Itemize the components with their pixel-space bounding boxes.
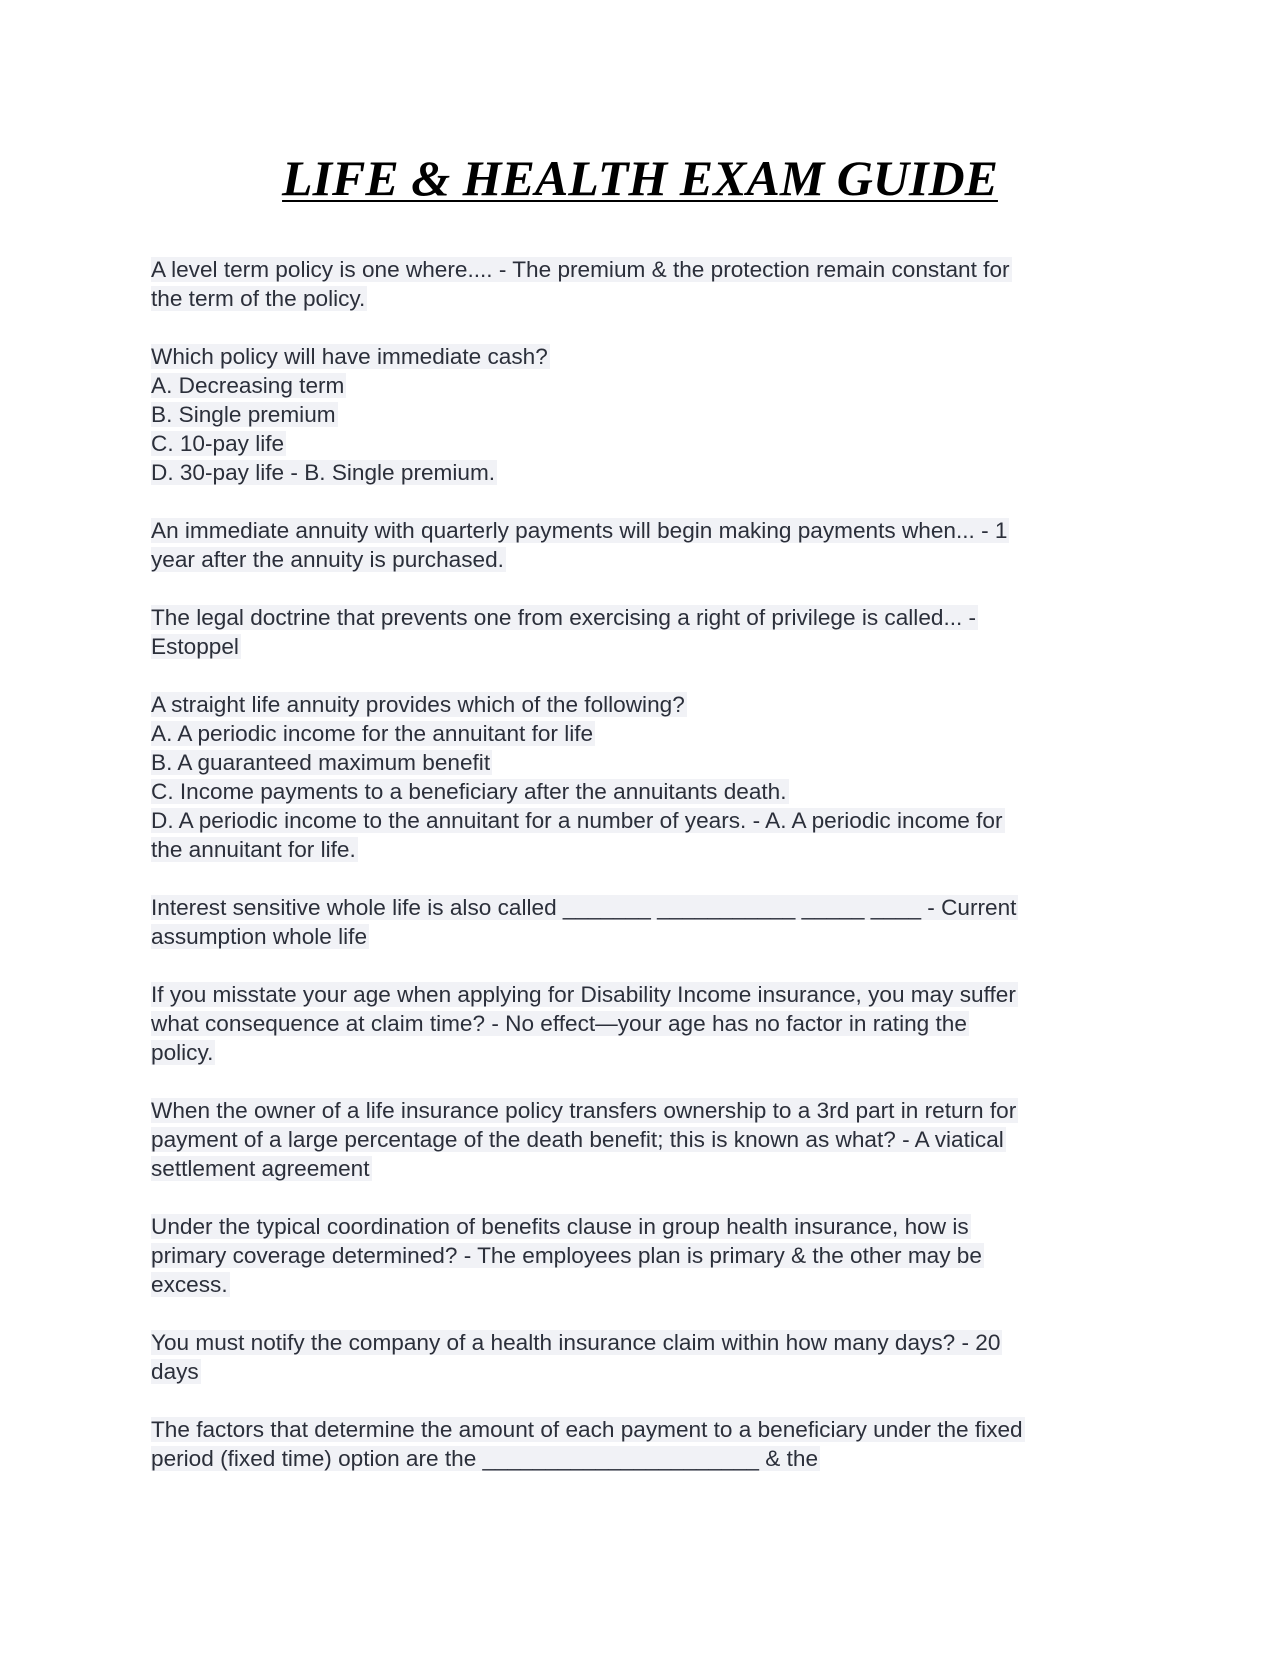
option-line: B. A guaranteed maximum benefit — [151, 750, 491, 775]
text-line: The legal doctrine that prevents one from exercising a right of privilege is called... - — [151, 605, 977, 630]
qa-item-notify-claim — [151, 1328, 1131, 1386]
qa-item-fixed-period — [151, 1415, 1131, 1473]
text-line: assumption whole life — [151, 924, 368, 949]
text-line: Interest sensitive whole life is also called _______ ___________ _____ ____ - Current — [151, 895, 1017, 920]
text-line: You must notify the company of a health insurance claim within how many days? - 20 — [151, 1330, 1001, 1355]
text-line: An immediate annuity with quarterly payments will begin making payments when... - 1 — [151, 518, 1008, 543]
text-line: A level term policy is one where.... - The premium & the protection remain constant for — [151, 257, 1010, 282]
text-line: The factors that determine the amount of each payment to a beneficiary under the fixed — [151, 1417, 1023, 1442]
text-line: payment of a large percentage of the death benefit; this is known as what? - A viatical — [151, 1127, 1004, 1152]
text-line: excess. — [151, 1272, 228, 1297]
qa-item-coordination-of-benefits — [151, 1212, 1131, 1299]
text-line: primary coverage determined? - The employees plan is primary & the other may be — [151, 1243, 982, 1268]
option-line: A. Decreasing term — [151, 373, 345, 398]
document-body — [151, 255, 1131, 1502]
option-line: A. A periodic income for the annuitant for life — [151, 721, 594, 746]
text-line: settlement agreement — [151, 1156, 370, 1181]
qa-item-immediate-annuity — [151, 516, 1131, 574]
text-line: Under the typical coordination of benefits clause in group health insurance, how is — [151, 1214, 969, 1239]
qa-item-misstate-age — [151, 980, 1131, 1067]
qa-item-level-term — [151, 255, 1131, 313]
text-line: the term of the policy. — [151, 286, 366, 311]
document-title: LIFE & HEALTH EXAM GUIDE — [282, 150, 998, 206]
text-line: If you misstate your age when applying for Disability Income insurance, you may suffer — [151, 982, 1016, 1007]
text-line: the annuitant for life. — [151, 837, 356, 862]
option-line: C. Income payments to a beneficiary after the annuitants death. — [151, 779, 787, 804]
option-line: B. Single premium — [151, 402, 336, 427]
text-line: policy. — [151, 1040, 214, 1065]
text-line: days — [151, 1359, 199, 1384]
qa-item-viatical — [151, 1096, 1131, 1183]
text-line: year after the annuity is purchased. — [151, 547, 504, 572]
question-line: Which policy will have immediate cash? — [151, 344, 548, 369]
text-line: When the owner of a life insurance policy transfers ownership to a 3rd part in return for — [151, 1098, 1017, 1123]
text-line: what consequence at claim time? - No effect—your age has no factor in rating the — [151, 1011, 967, 1036]
text-line: period (fixed time) option are the ______________________ & the — [151, 1446, 819, 1471]
text-line: Estoppel — [151, 634, 239, 659]
option-line: C. 10-pay life — [151, 431, 285, 456]
qa-item-straight-life-annuity — [151, 690, 1131, 864]
option-line: D. 30-pay life - B. Single premium. — [151, 460, 496, 485]
qa-item-interest-sensitive — [151, 893, 1131, 951]
question-line: A straight life annuity provides which of the following? — [151, 692, 685, 717]
qa-item-estoppel — [151, 603, 1131, 661]
option-line: D. A periodic income to the annuitant for a number of years. - A. A periodic income for — [151, 808, 1003, 833]
qa-item-immediate-cash — [151, 342, 1131, 487]
